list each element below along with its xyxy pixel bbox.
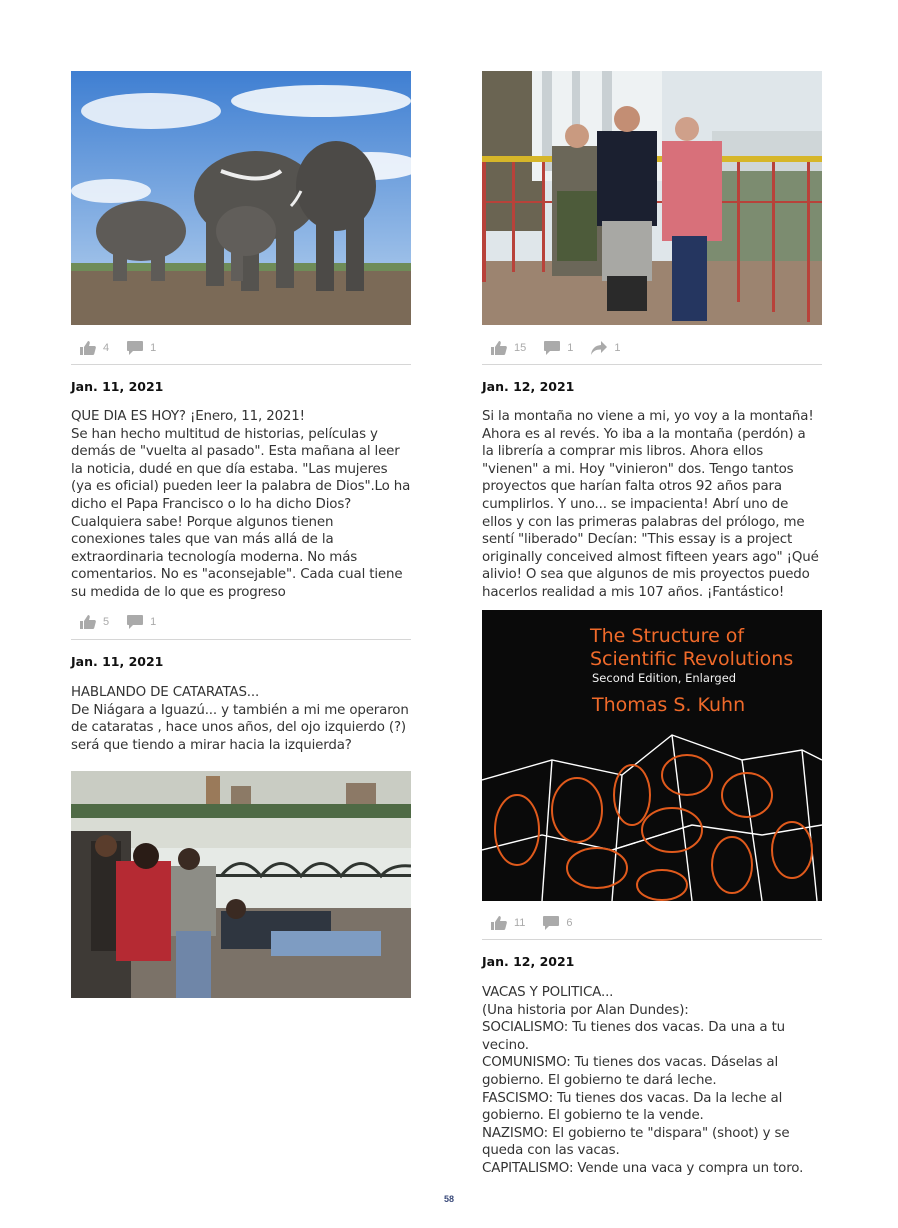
share-icon <box>591 341 607 355</box>
book-title-line2: Scientific Revolutions <box>590 648 794 670</box>
comment-button[interactable] <box>127 615 156 629</box>
thumbs-up-icon <box>491 341 507 355</box>
divider <box>71 364 411 365</box>
iguazu-photo <box>482 71 822 325</box>
thumbs-up-icon <box>491 916 507 930</box>
share-button[interactable] <box>591 341 620 355</box>
divider <box>71 639 411 640</box>
comment-count: 6 <box>566 917 573 929</box>
comment-count: 1 <box>150 616 157 628</box>
comment-icon <box>127 615 143 629</box>
like-count: 4 <box>103 342 110 354</box>
post-text: HABLANDO DE CATARATAS... De Niágara a Iguazú... y también a mi me operaron de cataratas , hace unos años, del ojo izquierdo (?) será que tiendo a mirar hacia la izquierda? <box>71 685 409 753</box>
like-button[interactable] <box>491 916 525 930</box>
like-button[interactable] <box>80 341 109 355</box>
post-date: Jan. 11, 2021 <box>71 379 164 394</box>
iguazu-stats <box>491 337 639 359</box>
niagara-photo <box>71 771 411 998</box>
comment-button[interactable] <box>544 341 573 355</box>
divider <box>482 939 822 940</box>
like-count: 15 <box>514 342 527 354</box>
book-cover-photo <box>482 610 822 901</box>
divider <box>482 364 822 365</box>
thumbs-up-icon <box>80 615 96 629</box>
share-count: 1 <box>614 342 621 354</box>
page-number: 58 <box>443 1194 454 1204</box>
thumbs-up-icon <box>80 341 96 355</box>
comment-button[interactable] <box>127 341 156 355</box>
post-date: Jan. 11, 2021 <box>71 654 164 669</box>
post-date: Jan. 12, 2021 <box>482 954 575 969</box>
comment-icon <box>543 916 559 930</box>
enero-stats <box>80 611 174 633</box>
like-button[interactable] <box>80 615 109 629</box>
like-button[interactable] <box>491 341 526 355</box>
post-date: Jan. 12, 2021 <box>482 379 575 394</box>
elephants-stats <box>80 337 174 359</box>
comment-button[interactable] <box>543 916 572 930</box>
like-count: 11 <box>514 917 526 929</box>
comment-icon <box>544 341 560 355</box>
montana-stats <box>491 912 591 934</box>
post-text: QUE DIA ES HOY? ¡Enero, 11, 2021! Se han hecho multitud de historias, películas y demás de "vuelta al pasado". Esta mañana al leer la noticia, dudé en que día estaba. "Las mujeres (ya es oficial) pueden leer la palabra de Dios".Lo ha dicho el Papa Francisco o lo ha dicho Dios? Cualquiera sabe! Porque algunos tienen conexiones tales que van más allá de la extraordinaria tecnología moderna. No más comentarios. No es "aconsejable". Cada cual tiene su medida de lo que es progreso <box>71 409 411 600</box>
comment-count: 1 <box>567 342 574 354</box>
book-author: Thomas S. Kuhn <box>592 694 746 716</box>
post-text: Si la montaña no viene a mi, yo voy a la montaña! Ahora es al revés. Yo iba a la montaña (perdón) a la librería a comprar mis libros. Ahora ellos "vienen" a mi. Hoy "vinieron" dos. Tengo tantos proyectos que harían falta otros 92 años para cumplirlos. Y uno... se impacienta! Abrí uno de ellos y con las primeras palabras del prólogo, me sentí "liberado" Decían: "This essay is a project originally conceived almost fifteen years ago" ¡Qué alivio! O sea que algunos de mis proyectos puedo hacerlos realidad a mis 107 años. ¡Fantástico! <box>482 409 819 600</box>
like-count: 5 <box>103 616 110 628</box>
book-title-line1: The Structure of <box>590 625 745 647</box>
elephants-photo <box>71 71 411 325</box>
comment-count: 1 <box>150 342 157 354</box>
book-edition: Second Edition, Enlarged <box>592 671 737 685</box>
post-text: VACAS Y POLITICA... (Una historia por Alan Dundes): SOCIALISMO: Tu tienes dos vacas. Da una a tu vecino. COMUNISMO: Tu tienes dos vacas. Dáselas al gobierno. El gobierno te dará leche. FASCISMO: Tu tienes dos vacas. Da la leche al gobierno. El gobierno te la vende. NAZISMO: El gobierno te "dispara" (shoot) y se queda con las vacas. CAPITALISMO: Vende una vaca y compra un toro. <box>482 985 804 1176</box>
comment-icon <box>127 341 143 355</box>
